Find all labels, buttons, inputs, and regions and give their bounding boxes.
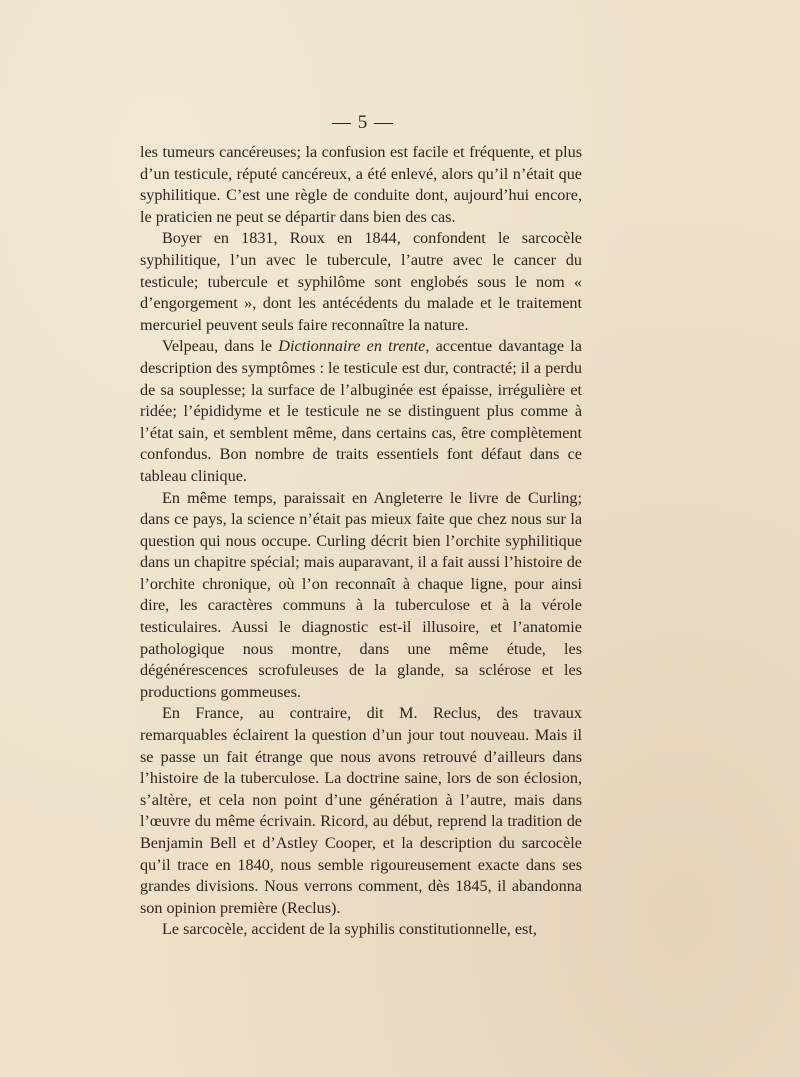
- page-number: — 5 —: [332, 112, 394, 133]
- body-text: [140, 142, 582, 941]
- paragraph-4: [140, 488, 582, 704]
- paragraph-6-text: Le sarcocèle, accident de la syphilis constitutionnelle, est,: [162, 920, 537, 939]
- paragraph-2-text: Boyer en 1831, Roux en 1844, confondent le sarcocèle syphilitique, l’un avec le tubercule, l’autre avec le cancer du testicule; tubercule et syphilôme sont englobés sous le nom « d’engorgement », dont les antécédents du malade et le traitement mercuriel peuvent seuls faire reconnaître la nature.: [140, 229, 582, 334]
- paragraph-3: [140, 336, 582, 487]
- paragraph-5-text: En France, au contraire, dit M. Reclus, des travaux remarquables éclairent la question d’un jour tout nouveau. Mais il se passe un fait étrange que nous avons retrouvé d’ailleurs dans l’histoire de la tuberculose. La doctrine saine, lors de son éclosion, s’altère, et cela non point d’une génération à l’autre, mais dans l’œuvre du même écrivain. Ricord, au début, reprend la tradition de Benjamin Bell et d’Astley Cooper, et la description du sarcocèle qu’il trace en 1840, nous semble rigoureusement exacte dans ses grandes divisions. Nous verrons comment, dès 1845, il abandonna son opinion première (Reclus).: [140, 704, 582, 917]
- paragraph-3-text-b: , accentue davantage la description des symptômes : le testicule est dur, contracté; il a perdu de sa souplesse; la surface de l’albuginée est épaisse, irrégulière et ridée; l’épididyme et le testicule ne se distinguent plus comme à l’état sain, et semblent même, dans certains cas, être complètement confondus. Bon nombre de traits essentiels font défaut dans ce tableau clinique.: [140, 337, 582, 485]
- paragraph-2: [140, 228, 582, 336]
- paragraph-6: [140, 919, 582, 941]
- paragraph-3-text-a: Velpeau, dans le: [162, 337, 279, 356]
- book-title-italic: Dictionnaire en trente: [278, 337, 426, 356]
- paragraph-1-text: les tumeurs cancéreuses; la confusion est facile et fréquente, et plus d’un testicule, réputé cancéreux, a été enlevé, alors qu’il n’était que syphilitique. C’est une règle de conduite dont, aujourd’hui encore, le praticien ne peut se départir dans bien des cas.: [140, 143, 582, 226]
- paragraph-1: [140, 142, 582, 228]
- paragraph-4-text: En même temps, paraissait en Angleterre le livre de Curling; dans ce pays, la science n’était pas mieux faite que chez nous sur la question qui nous occupe. Curling décrit bien l’orchite syphilitique dans un chapitre spécial; mais auparavant, il a fait aussi l’histoire de l’orchite chronique, où l’on reconnaît à chaque ligne, pour ainsi dire, les caractères communs à la tuberculose et à la vérole testiculaires. Aussi le diagnostic est-il illusoire, et l’anatomie pathologique nous montre, dans une même étude, les dégénérescences scrofuleuses de la glande, sa sclérose et les productions gommeuses.: [140, 488, 582, 701]
- paragraph-5: [140, 703, 582, 919]
